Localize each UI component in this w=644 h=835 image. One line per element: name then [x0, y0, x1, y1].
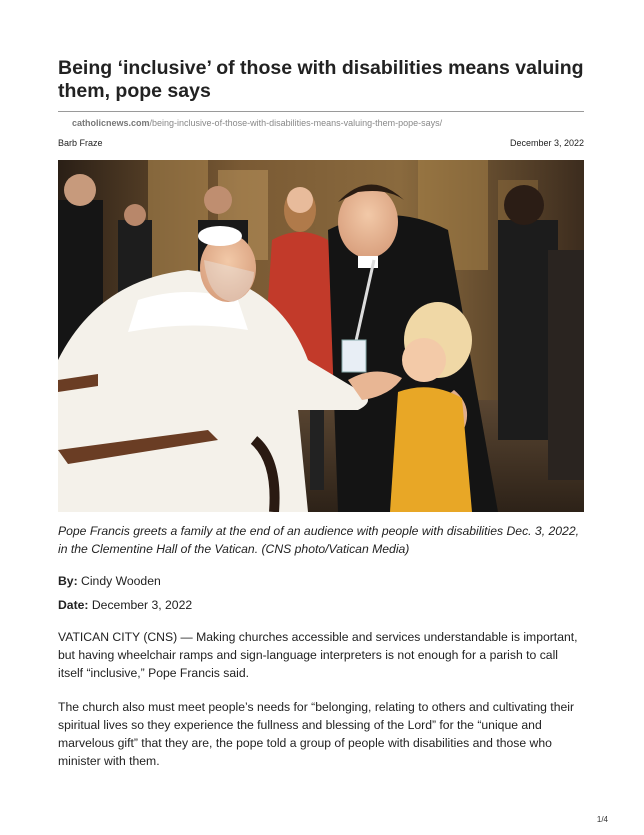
- article-paragraph: VATICAN CITY (CNS) — Making churches accessible and services understandable is important, but having wheelchair ramps and sign-language interpreters is not enough for a parish to call itself “inclusive,” Pope Francis said.: [58, 630, 578, 680]
- author-name: Cindy Wooden: [81, 574, 161, 588]
- article-photo: [58, 160, 584, 512]
- date-label: Date:: [58, 598, 89, 612]
- header-date: December 3, 2022: [509, 138, 584, 148]
- article-date: December 3, 2022: [91, 598, 193, 612]
- byline-author: [58, 574, 584, 588]
- header-byline: [58, 138, 584, 148]
- title-divider: [58, 111, 584, 112]
- source-url[interactable]: [72, 118, 584, 128]
- article-paragraph: The church also must meet people’s needs for “belonging, relating to others and cultivating their spiritual lives so they experience the fullness and blessing of the Lord” for the “unique and marvelous gift” that they are, the pope told a group of people with disabilities and those who minister with them.: [58, 700, 575, 768]
- photo-caption: Pope Francis greets a family at the end of an audience with people with disabilities Dec. 3, 2022, in the Clementine Hall of the Vatican. (CNS photo/Vatican Media): [58, 524, 579, 556]
- byline-date: [58, 598, 584, 612]
- by-label: By:: [58, 574, 78, 588]
- article-title: Being ‘inclusive’ of those with disabilities means valuing them, pope says: [58, 57, 584, 102]
- page-number: 1/4: [596, 815, 608, 824]
- source-domain[interactable]: catholicnews.com: [72, 118, 150, 128]
- header-author: Barb Fraze: [58, 138, 103, 148]
- source-path[interactable]: /being-inclusive-of-those-with-disabilities-means-valuing-them-pope-says/: [149, 118, 443, 128]
- article-page: [58, 0, 584, 770]
